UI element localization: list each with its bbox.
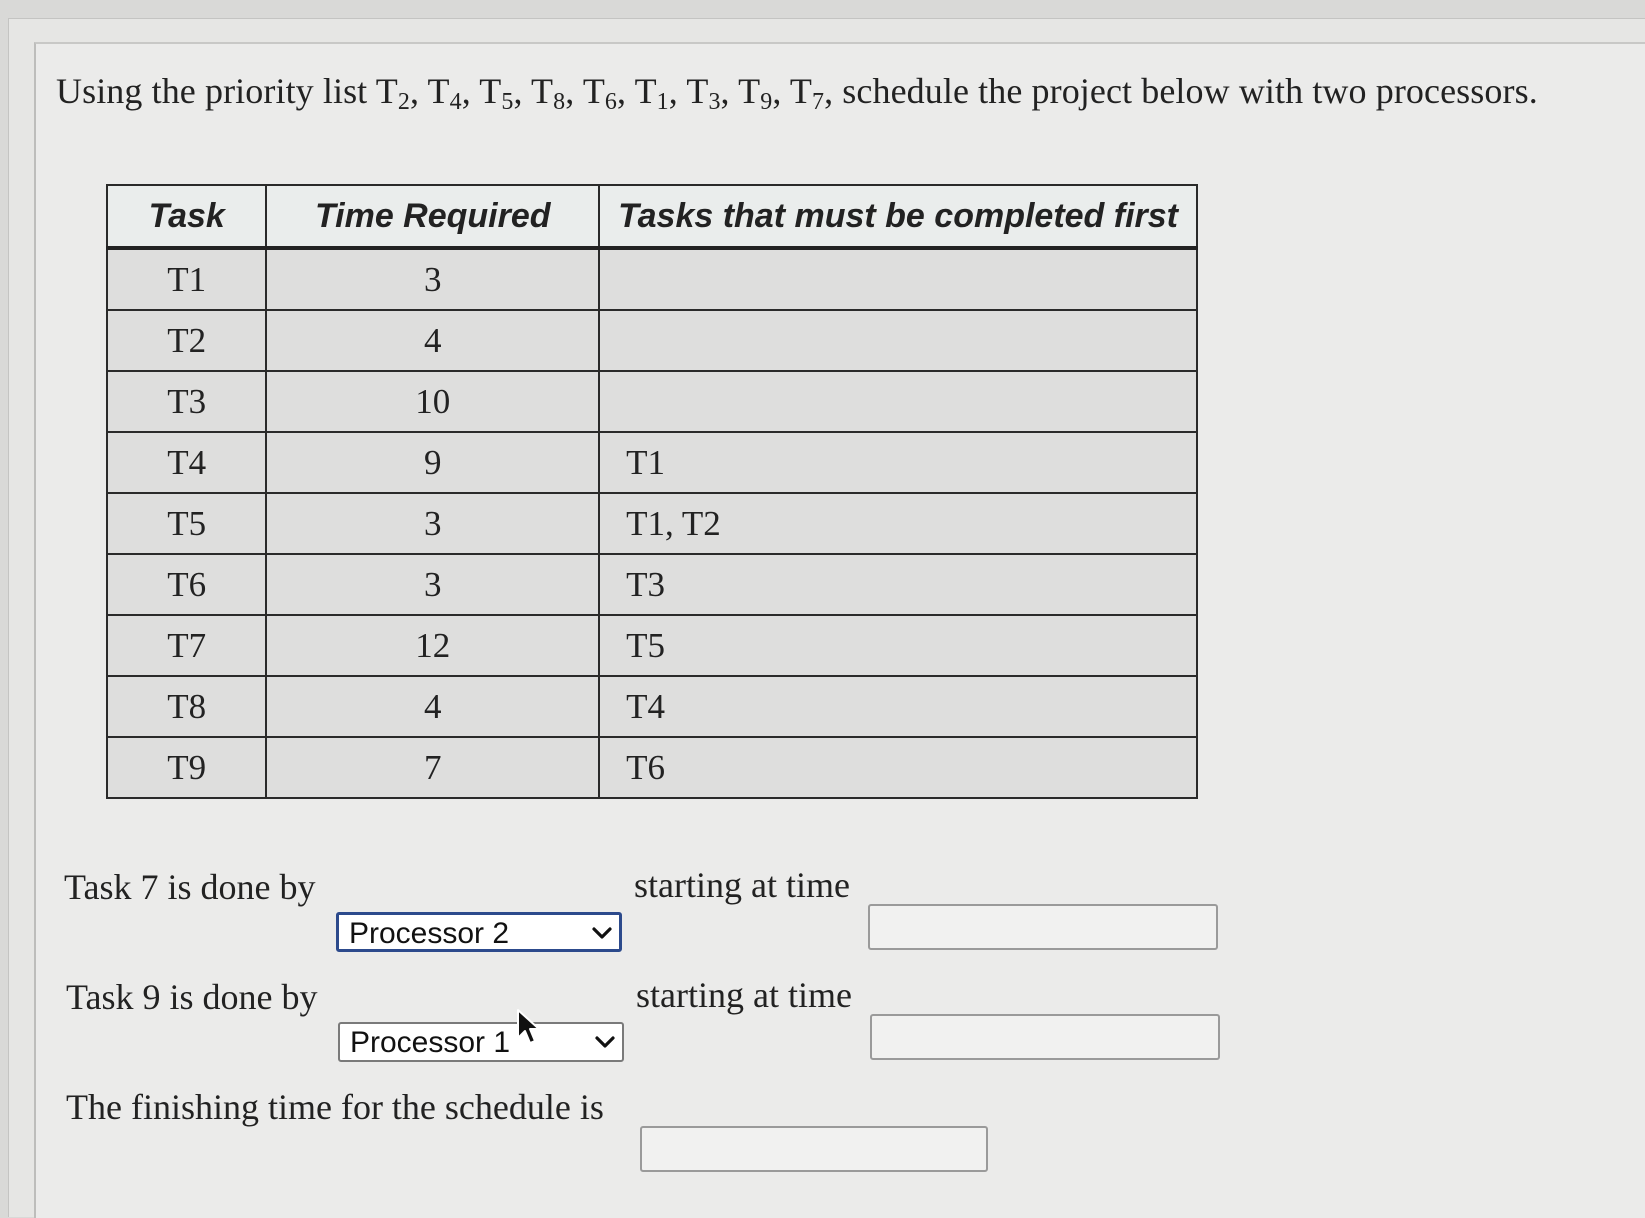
prereq-cell: T5 xyxy=(599,615,1197,676)
finish-label: The finishing time for the schedule is xyxy=(66,1087,604,1127)
prereq-cell: T3 xyxy=(599,554,1197,615)
table-header-row xyxy=(107,185,1197,248)
priority-item: $T_3$ xyxy=(686,71,721,115)
task7-starting-label: starting at time xyxy=(634,865,850,905)
finish-time-input[interactable] xyxy=(640,1126,988,1172)
task-cell: T2 xyxy=(107,310,266,371)
prereq-cell xyxy=(599,310,1197,371)
priority-item: $T_4$ xyxy=(427,71,462,115)
prereq-cell xyxy=(599,371,1197,432)
prereq-cell xyxy=(599,248,1197,310)
priority-item: $T_6$ xyxy=(582,71,618,115)
task9-label: Task 9 is done by xyxy=(66,977,318,1017)
header-prerequisites: Tasks that must be completed first xyxy=(599,185,1197,248)
time-cell: 7 xyxy=(266,737,599,798)
chevron-down-icon xyxy=(594,1033,616,1051)
table-row xyxy=(107,371,1197,432)
table-row xyxy=(107,310,1197,371)
priority-list: $T_2$, $T_4$, $T_5$, $T_8$, $T_6$, $T_1$, $T_3$, $T_9$, $T_7$ xyxy=(375,71,825,115)
priority-item: $T_7$ xyxy=(789,71,825,115)
priority-item: $T_8$ xyxy=(531,71,566,115)
prereq-cell: T4 xyxy=(599,676,1197,737)
time-cell: 3 xyxy=(266,248,599,310)
mouse-pointer-icon xyxy=(516,1008,542,1046)
chevron-down-icon xyxy=(591,924,613,942)
time-cell: 12 xyxy=(266,615,599,676)
question-suffix: , schedule the project below with two processors. xyxy=(824,71,1538,111)
priority-item: $T_2$ xyxy=(375,71,410,115)
table-row xyxy=(107,737,1197,798)
task9-processor-value: Processor 1 xyxy=(350,1026,511,1059)
table-row xyxy=(107,248,1197,310)
table-row xyxy=(107,432,1197,493)
time-cell: 3 xyxy=(266,554,599,615)
task-cell: T8 xyxy=(107,676,266,737)
task7-label: Task 7 is done by xyxy=(64,867,316,907)
table-row xyxy=(107,676,1197,737)
time-cell: 4 xyxy=(266,676,599,737)
task9-processor-select[interactable] xyxy=(338,1022,624,1062)
task7-processor-select[interactable] xyxy=(336,912,622,952)
task-table xyxy=(106,184,1198,799)
question-prefix: Using the priority list xyxy=(56,71,376,111)
table-row xyxy=(107,615,1197,676)
task-cell: T1 xyxy=(107,248,266,310)
task-cell: T3 xyxy=(107,371,266,432)
time-cell: 9 xyxy=(266,432,599,493)
time-cell: 4 xyxy=(266,310,599,371)
prereq-cell: T1, T2 xyxy=(599,493,1197,554)
task9-start-time-input[interactable] xyxy=(870,1014,1220,1060)
time-cell: 10 xyxy=(266,371,599,432)
priority-item: $T_9$ xyxy=(738,71,773,115)
task-cell: T7 xyxy=(107,615,266,676)
table-row xyxy=(107,493,1197,554)
time-cell: 3 xyxy=(266,493,599,554)
prereq-cell: T1 xyxy=(599,432,1197,493)
question-text xyxy=(56,70,1538,115)
task-cell: T4 xyxy=(107,432,266,493)
task-cell: T9 xyxy=(107,737,266,798)
priority-item: $T_5$ xyxy=(479,71,514,115)
task9-starting-label: starting at time xyxy=(636,975,852,1015)
header-time-required: Time Required xyxy=(266,185,599,248)
task-cell: T6 xyxy=(107,554,266,615)
table-row xyxy=(107,554,1197,615)
task7-processor-value: Processor 2 xyxy=(349,917,510,950)
task-cell: T5 xyxy=(107,493,266,554)
task7-start-time-input[interactable] xyxy=(868,904,1218,950)
header-task: Task xyxy=(107,185,266,248)
priority-item: $T_1$ xyxy=(634,71,669,115)
prereq-cell: T6 xyxy=(599,737,1197,798)
